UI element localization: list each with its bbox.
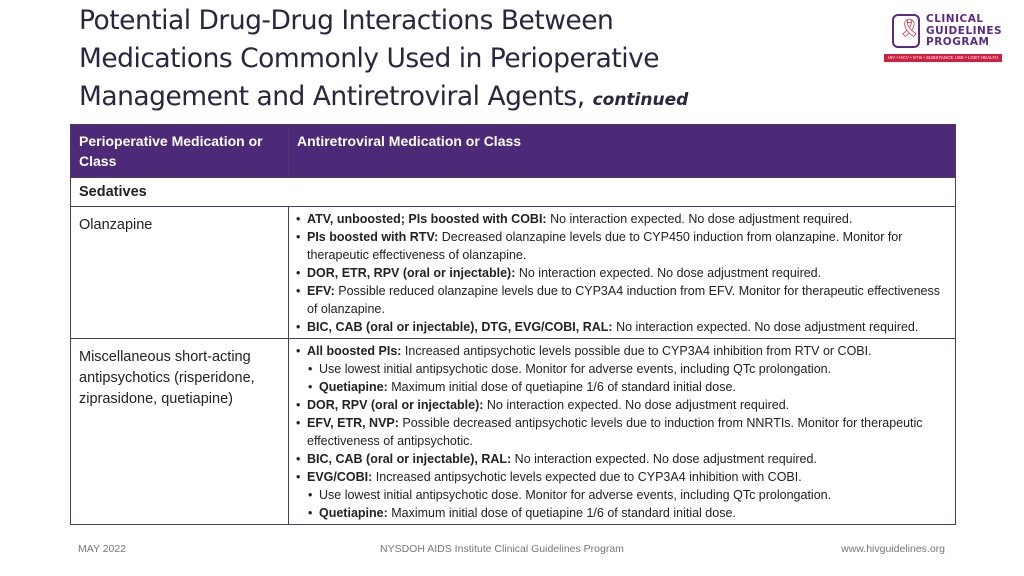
logo-line-1: CLINICAL [926,13,984,25]
title-line-3 [79,78,869,119]
medication-cell: Miscellaneous short-acting antipsychotics (risperidone, ziprasidone, quetiapine) [71,339,289,525]
list-subitem: • Use lowest initial antipsychotic dose. Monitor for adverse events, including QTc prolongation. [295,486,949,504]
logo-line-3: PROGRAM [926,36,990,48]
list-subitem: • Quetiapine: Maximum initial dose of quetiapine 1/6 of standard initial dose. [295,378,949,396]
logo-wordmark [926,14,1002,49]
title-continued: continued [592,90,689,110]
header-antiretroviral-medication: Antiretroviral Medication or Class [289,125,956,178]
footer-program: NYSDOH AIDS Institute Clinical Guidelines Program [380,543,624,555]
interaction-list [289,339,956,525]
list-item: • All boosted PIs: Increased antipsychotic levels possible due to CYP3A4 inhibition from RTV or COBI. [295,342,949,360]
ribbon-icon: 🎗 [898,18,921,38]
list-subitem: • Quetiapine: Maximum initial dose of quetiapine 1/6 of standard initial dose. [295,504,949,522]
list-item: • BIC, CAB (oral or injectable), DTG, EVG/COBI, RAL: No interaction expected. No dose adjustment required. [295,318,949,336]
list-item: • DOR, RPV (oral or injectable): No interaction expected. No dose adjustment required. [295,396,949,414]
title-line-2: Medications Commonly Used in Perioperative [79,43,660,74]
list-item: • EFV: Possible reduced olanzapine levels due to CYP3A4 induction from EFV. Monitor for therapeutic effectiveness of olanzapine. [295,282,949,318]
list-item: • DOR, ETR, RPV (oral or injectable): No interaction expected. No dose adjustment required. [295,264,949,282]
list-item: • BIC, CAB (oral or injectable), RAL: No interaction expected. No dose adjustment required. [295,450,949,468]
logo-tagline: HIV • HCV • STIs • SUBSTANCE USE • LGBT HEALTH [884,54,1002,62]
title-line-1: Potential Drug-Drug Interactions Between [79,5,614,36]
table-header-row [71,125,956,178]
list-item: • ATV, unboosted; PIs boosted with COBI: No interaction expected. No dose adjustment required. [295,210,949,228]
table-row [71,339,956,525]
title-line-3-text: Management and Antiretroviral Agents, [79,81,585,112]
interaction-list [289,207,956,339]
footer-date: MAY 2022 [78,543,127,555]
medication-cell: Olanzapine [71,207,289,339]
footer-url[interactable]: www.hivguidelines.org [841,543,945,555]
header-perioperative-medication: Perioperative Medication or Class [71,125,289,178]
clinical-guidelines-program-logo [884,12,1002,64]
logo-line-2: GUIDELINES [926,24,1003,37]
section-sedatives: Sedatives [71,178,956,207]
table-row [71,207,956,339]
list-item: • EFV, ETR, NVP: Possible decreased antipsychotic levels due to induction from NNRTIs. Monitor for therapeutic effectiveness of antipsychotic. [295,414,949,450]
list-item: • PIs boosted with RTV: Decreased olanzapine levels due to CYP450 induction from olanzapine. Monitor for therapeutic effectiveness of olanzapine. [295,228,949,264]
interactions-table [70,124,956,525]
section-row [71,178,956,207]
list-item: • EVG/COBI: Increased antipsychotic levels expected due to CYP3A4 inhibition with COBI. [295,468,949,486]
slide-title [79,2,869,119]
list-subitem: • Use lowest initial antipsychotic dose. Monitor for adverse events, including QTc prolongation. [295,360,949,378]
